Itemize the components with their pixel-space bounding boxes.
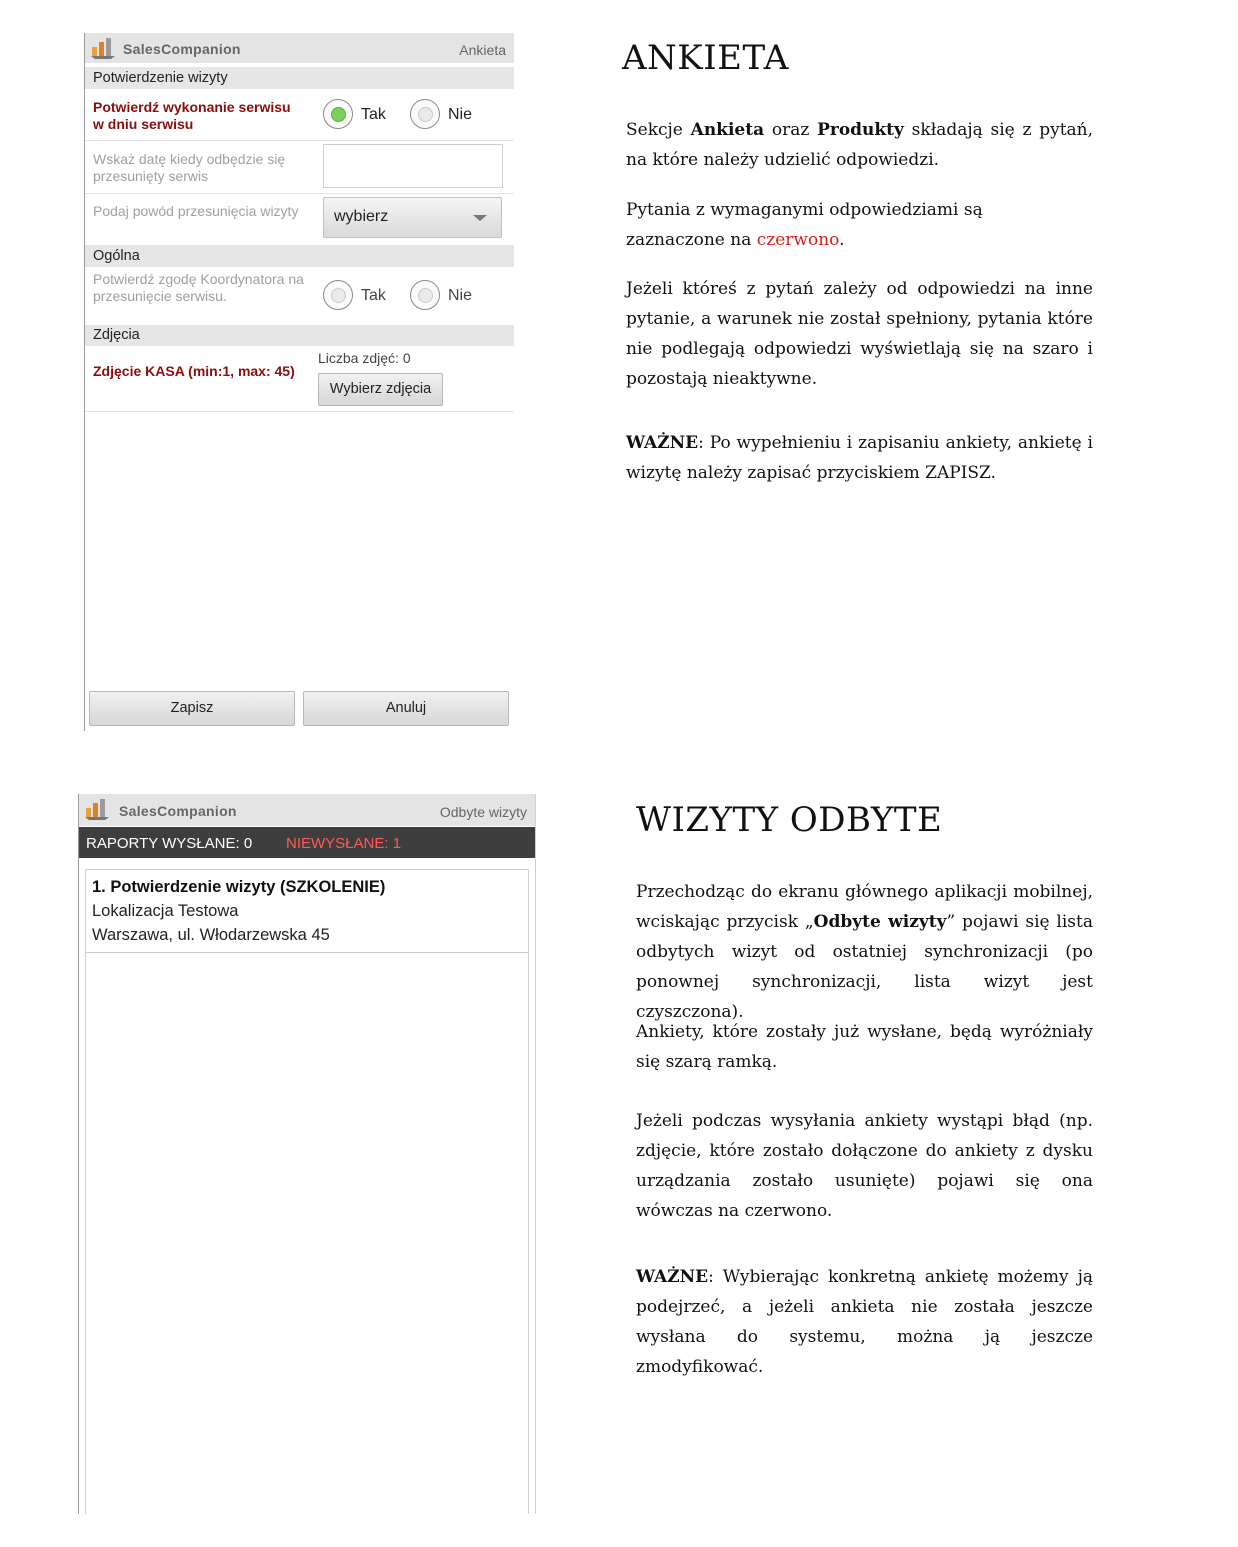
- row-divider: [85, 411, 514, 412]
- section-title-text: ANKIETA: [622, 38, 789, 78]
- radio-q4-no-label: Nie: [448, 287, 473, 304]
- section-header-photos: Zdjęcia: [85, 325, 514, 346]
- ankieta-paragraph-1: [626, 115, 1093, 175]
- radio-empty-dot: [418, 288, 433, 303]
- app-brand: SalesCompanion: [123, 41, 241, 57]
- survey-screen: [84, 33, 514, 731]
- question-confirm-service: Potwierdź wykonanie serwisu w dniu serwisu: [93, 99, 291, 132]
- visit-list-area: [85, 952, 529, 1514]
- reschedule-date-field[interactable]: [323, 144, 503, 188]
- text-bold: Odbyte wizyty: [813, 912, 947, 932]
- text-bold: WAŻNE: [636, 1267, 709, 1287]
- text: Sekcje: [626, 120, 691, 140]
- radio-q4-yes[interactable]: [323, 280, 353, 310]
- text: : Wybierając konkretną ankietę możemy ją podejrzeć, a jeżeli ankieta nie została jeszcze wysłana do systemu, można ją jeszcze zmodyfikować.: [636, 1267, 1093, 1377]
- text-bold: Ankieta: [690, 120, 765, 140]
- question-reschedule-date: Wskaż datę kiedy odbędzie się przesunięty serwis: [93, 151, 286, 184]
- radio-q4-yes-label: Tak: [361, 287, 386, 304]
- radio-q4-no[interactable]: [410, 280, 440, 310]
- ankieta-paragraph-2: [626, 195, 1026, 255]
- text-bold: WAŻNE: [626, 433, 699, 453]
- cancel-button[interactable]: Anuluj: [303, 691, 509, 726]
- text: oraz: [764, 120, 818, 140]
- section-title-completed-visits: [636, 800, 942, 840]
- text: Przechodząc do ekranu głównego aplikacji mobilnej, wciskając przycisk „: [636, 882, 1093, 932]
- question-reschedule-reason: Podaj powód przesunięcia wizyty: [93, 203, 299, 219]
- completed-visits-screen: [78, 794, 536, 1514]
- section-title-ankieta: [622, 38, 789, 78]
- radio-q1-no[interactable]: [410, 99, 440, 129]
- text: składają się z pytań, na które należy udzielić odpowiedzi.: [626, 120, 1094, 170]
- visits-paragraph-2: Ankiety, które zostały już wysłane, będą wyróżniały się szarą ramką.: [636, 1022, 1093, 1072]
- row-divider: [85, 140, 514, 141]
- text: : Po wypełnieniu i zapisaniu ankiety, ankietę i wizytę należy zapisać przyciskiem ZAPISZ.: [626, 433, 1093, 483]
- report-status-bar: [79, 827, 535, 858]
- radio-q1-yes[interactable]: [323, 99, 353, 129]
- app-bar: [79, 794, 535, 826]
- unsent-reports-count: NIEWYSŁANE: 1: [286, 835, 402, 852]
- sent-reports-count: RAPORTY WYSŁANE: 0: [86, 835, 253, 852]
- visit-location: Lokalizacja Testowa: [92, 902, 239, 920]
- visits-paragraph-3: Jeżeli podczas wysyłania ankiety wystąpi błąd (np. zdjęcie, które zostało dołączone do ankiety z dysku urządzania zostało usunięte) pojawi się ona wówczas na czerwono.: [636, 1111, 1093, 1221]
- section-title-text: WIZYTY ODBYTE: [636, 800, 943, 840]
- visits-important-note: [636, 1262, 1093, 1382]
- radio-empty-dot: [418, 107, 433, 122]
- visit-title: 1. Potwierdzenie wizyty (SZKOLENIE): [92, 878, 386, 896]
- ankieta-paragraph-3: Jeżeli któreś z pytań zależy od odpowiedzi na inne pytanie, a warunek nie został spełniony, pytania które nie podlegają odpowiedzi wyświetlają się na szaro i pozostają nieaktywne.: [626, 279, 1093, 389]
- radio-q1-no-label: Nie: [448, 106, 473, 123]
- section-header-visit: Potwierdzenie wizyty: [85, 67, 514, 89]
- row-divider: [85, 193, 514, 194]
- ankieta-important-note: [626, 428, 1093, 488]
- app-logo-icon: [85, 798, 109, 820]
- radio-empty-dot: [331, 288, 346, 303]
- question-photo-kasa: Zdjęcie KASA (min:1, max: 45): [93, 363, 295, 379]
- screen-title: Odbyte wizyty: [439, 804, 527, 820]
- choose-photos-button[interactable]: Wybierz zdjęcia: [318, 373, 443, 406]
- app-brand: SalesCompanion: [119, 803, 237, 819]
- select-value: wybierz: [334, 208, 389, 225]
- text: Pytania z wymaganymi odpowiedziami są zaznaczone na: [626, 200, 983, 250]
- photo-count: Liczba zdjęć: 0: [318, 350, 411, 366]
- radio-q1-yes-label: Tak: [361, 106, 386, 123]
- visit-list-item[interactable]: [85, 869, 529, 953]
- text-bold: Produkty: [817, 120, 904, 140]
- section-header-general: Ogólna: [85, 245, 514, 267]
- reschedule-reason-select[interactable]: [323, 197, 502, 238]
- radio-selected-dot: [331, 107, 346, 122]
- app-logo-icon: [91, 37, 115, 59]
- save-button[interactable]: Zapisz: [89, 691, 295, 726]
- visits-paragraph-1: [636, 877, 1093, 1027]
- text-red: czerwono: [756, 230, 840, 250]
- question-coordinator-consent: Potwierdź zgodę Koordynatora na przesunięcie serwisu.: [93, 271, 304, 304]
- app-bar: [85, 33, 514, 63]
- screen-title: Ankieta: [459, 42, 506, 58]
- visit-address: Warszawa, ul. Włodarzewska 45: [92, 926, 330, 944]
- text: .: [839, 230, 845, 250]
- text: ” pojawi się lista odbytych wizyt od ostatniej synchronizacji (po ponownej synchronizacji, lista wizyt jest czyszczona).: [636, 912, 1093, 1022]
- dropdown-arrow-icon: [473, 215, 487, 221]
